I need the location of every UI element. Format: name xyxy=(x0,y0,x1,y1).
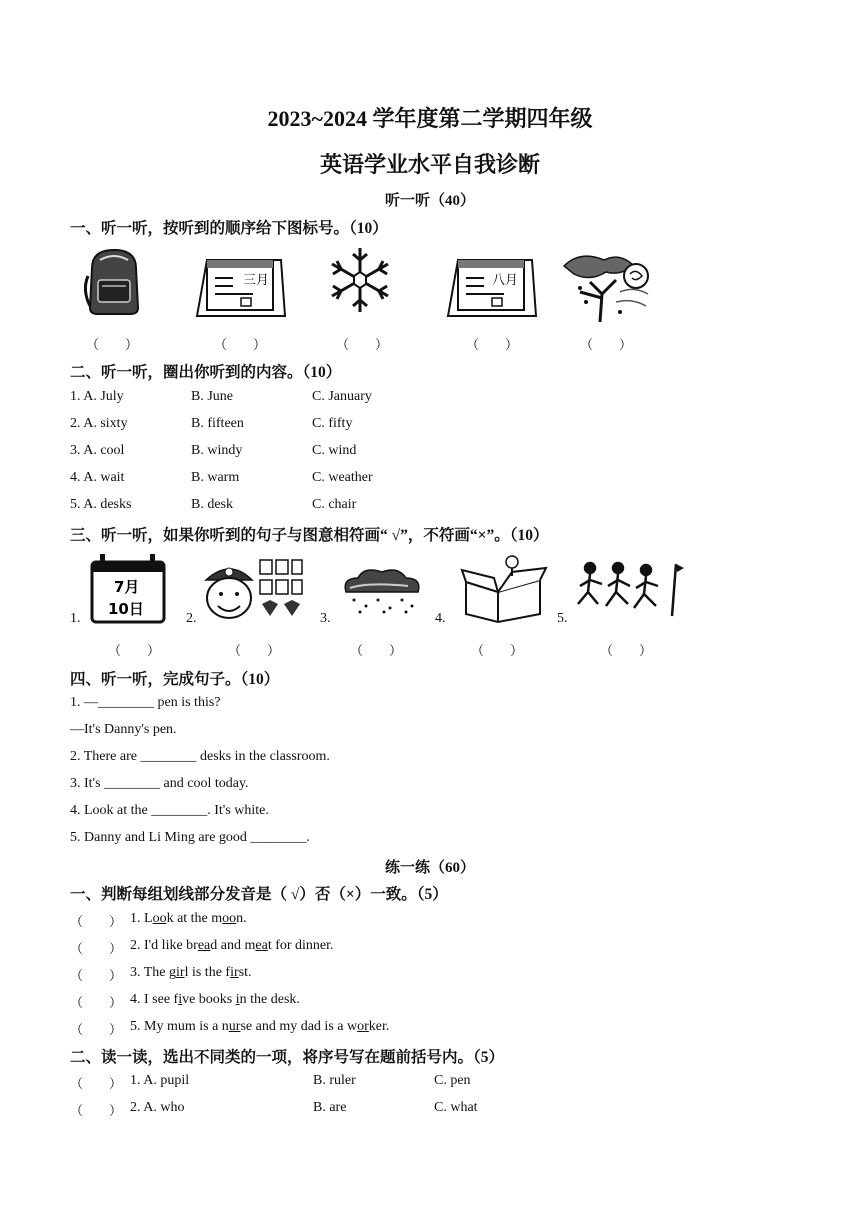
practice-heading: 练一练（60） xyxy=(384,860,475,876)
answer-blank[interactable]: （ ） xyxy=(600,643,653,658)
choice-b[interactable]: B. desk xyxy=(191,497,233,512)
choice-b[interactable]: B. fifteen xyxy=(191,416,244,431)
answer-blank[interactable]: （ ） xyxy=(471,643,524,658)
choice-a: 2. A. who xyxy=(130,1100,185,1115)
calendar-august-text: 八月 xyxy=(492,273,519,288)
section-3-title: 三、听一听，如果你听到的句子与图意相符画“ √”，不符画“×”。（10） xyxy=(70,527,549,544)
answer-blank[interactable]: （ ） xyxy=(214,337,267,352)
calendar-march-text: 三月 xyxy=(243,273,270,288)
choice-c[interactable]: C. fifty xyxy=(312,416,353,431)
choice-b[interactable]: B. windy xyxy=(191,443,243,458)
answer-blank[interactable]: （ ） xyxy=(466,337,519,352)
calendar-march-icon xyxy=(193,254,289,320)
answer-blank[interactable]: （ ） xyxy=(228,643,281,658)
choice-c[interactable]: C. January xyxy=(312,389,372,404)
calendar-august-icon xyxy=(444,254,540,320)
listening-heading: 听一听（40） xyxy=(384,193,475,209)
practice-1-title: 一、判断每组划线部分发音是（ √）否（×）一致。（5） xyxy=(70,886,448,903)
backpack-icon xyxy=(78,246,150,316)
choice-a: 1. A. pupil xyxy=(130,1073,190,1088)
section-4-title: 四、听一听，完成句子。（10） xyxy=(70,671,280,688)
title-line-2: 英语学业水平自我诊断 xyxy=(319,152,540,177)
calendar-july-day: 10日 xyxy=(108,600,144,618)
picture-number: 1. xyxy=(70,611,81,626)
answer-blank[interactable]: （ ） xyxy=(70,941,123,956)
answer-blank[interactable]: （ ） xyxy=(70,995,123,1010)
answer-blank[interactable]: （ ） xyxy=(108,643,161,658)
answer-blank[interactable]: （ ） xyxy=(350,643,403,658)
choice-b[interactable]: B. June xyxy=(191,389,233,404)
answer-blank[interactable]: （ ） xyxy=(70,914,123,929)
choice-c: C. what xyxy=(434,1100,478,1115)
choice-a[interactable]: 3. A. cool xyxy=(70,443,125,458)
choice-b: B. are xyxy=(313,1100,347,1115)
section-1-title: 一、听一听，按听到的顺序给下图标号。（10） xyxy=(70,220,388,237)
fill-sentence[interactable]: 2. There are ________ desks in the classroom. xyxy=(70,749,330,764)
answer-blank[interactable]: （ ） xyxy=(86,337,139,352)
answer-blank[interactable]: （ ） xyxy=(70,1022,123,1037)
choice-c[interactable]: C. weather xyxy=(312,470,373,485)
picture-number: 5. xyxy=(557,611,568,626)
choice-a[interactable]: 1. A. July xyxy=(70,389,124,404)
choice-c: C. pen xyxy=(434,1073,471,1088)
worker-icon xyxy=(200,556,304,622)
choice-a[interactable]: 4. A. wait xyxy=(70,470,125,485)
title-line-1: 2023~2024 学年度第二学期四年级 xyxy=(267,106,593,131)
answer-blank[interactable]: （ ） xyxy=(336,337,389,352)
fill-sentence: —It's Danny's pen. xyxy=(70,722,177,737)
answer-blank[interactable]: （ ） xyxy=(70,968,123,983)
windy-tree-icon xyxy=(560,246,654,324)
picture-number: 4. xyxy=(435,611,446,626)
choice-c[interactable]: C. wind xyxy=(312,443,357,458)
choice-a[interactable]: 5. A. desks xyxy=(70,497,132,512)
fill-sentence[interactable]: 4. Look at the ________. It's white. xyxy=(70,803,269,818)
choice-a[interactable]: 2. A. sixty xyxy=(70,416,128,431)
choice-c[interactable]: C. chair xyxy=(312,497,357,512)
picture-number: 2. xyxy=(186,611,197,626)
choice-b[interactable]: B. warm xyxy=(191,470,240,485)
runners-icon xyxy=(576,560,686,620)
calendar-july-icon xyxy=(88,552,168,626)
section-2-title: 二、听一听，圈出你听到的内容。（10） xyxy=(70,364,342,381)
rain-cloud-icon xyxy=(338,564,424,616)
snowflake-icon xyxy=(325,244,395,316)
practice-2-title: 二、读一读，选出不同类的一项，将序号写在题前括号内。（5） xyxy=(70,1049,505,1066)
fill-sentence[interactable]: 3. It's ________ and cool today. xyxy=(70,776,249,791)
answer-blank[interactable]: （ ） xyxy=(580,337,633,352)
answer-blank[interactable]: （ ） xyxy=(70,1103,123,1118)
fill-sentence[interactable]: 5. Danny and Li Ming are good ________. xyxy=(70,830,310,845)
picture-number: 3. xyxy=(320,611,331,626)
answer-blank[interactable]: （ ） xyxy=(70,1076,123,1091)
choice-b: B. ruler xyxy=(313,1073,356,1088)
box-icon xyxy=(458,552,548,624)
calendar-july-month: 7月 xyxy=(114,578,140,596)
fill-sentence[interactable]: 1. —________ pen is this? xyxy=(70,695,221,710)
